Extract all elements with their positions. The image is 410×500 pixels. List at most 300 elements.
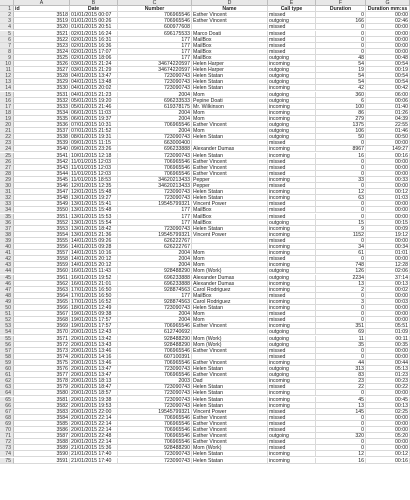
table-cell[interactable]: 86 — [316, 110, 366, 116]
table-cell[interactable]: Helen Statan — [192, 134, 268, 140]
table-cell[interactable]: 3529 — [14, 79, 70, 85]
table-cell[interactable]: 06/01/2015 11:03 — [70, 110, 118, 116]
row-number[interactable]: 31 — [0, 189, 14, 195]
table-cell[interactable]: incoming — [268, 85, 316, 91]
row-number[interactable]: 32 — [0, 195, 14, 201]
table-cell[interactable]: 00:34 — [366, 244, 410, 250]
table-cell[interactable]: 00:09 — [366, 226, 410, 232]
table-cell[interactable]: missed — [268, 214, 316, 220]
table-cell[interactable]: missed — [268, 12, 316, 18]
row-number[interactable]: 56 — [0, 342, 14, 348]
column-header-b[interactable]: B — [70, 0, 118, 6]
table-cell[interactable]: 177 — [118, 214, 192, 220]
table-cell[interactable]: MailBox — [192, 49, 268, 55]
table-cell[interactable]: 2004 — [118, 317, 192, 323]
table-cell[interactable]: 14/01/2015 10:16 — [70, 250, 118, 256]
table-cell[interactable]: 3558 — [14, 256, 70, 262]
table-cell[interactable]: 0 — [316, 37, 366, 43]
table-cell[interactable]: 00:00 — [366, 183, 410, 189]
row-number[interactable]: 27 — [0, 165, 14, 171]
table-cell[interactable]: 34674220597 — [118, 67, 192, 73]
table-cell[interactable]: 706965546 — [118, 427, 192, 433]
table-cell[interactable]: 3553 — [14, 226, 70, 232]
table-cell[interactable]: 696233533 — [118, 98, 192, 104]
table-cell[interactable]: 600977608 — [118, 24, 192, 30]
row-number[interactable]: 35 — [0, 214, 14, 220]
table-cell[interactable]: 723090743 — [118, 79, 192, 85]
row-number[interactable]: 69 — [0, 421, 14, 427]
table-cell[interactable]: 696233888 — [118, 281, 192, 287]
table-cell[interactable]: 02/01/2015 16:31 — [70, 37, 118, 43]
table-cell[interactable]: 1152 — [316, 232, 366, 238]
table-cell[interactable]: 20/01/2015 13:46 — [70, 360, 118, 366]
row-number[interactable]: 73 — [0, 445, 14, 451]
table-cell[interactable]: missed — [268, 201, 316, 207]
table-cell[interactable]: 0 — [316, 311, 366, 317]
table-cell[interactable]: 177 — [118, 37, 192, 43]
row-number[interactable]: 41 — [0, 250, 14, 256]
header-cell[interactable]: Number — [118, 6, 192, 12]
table-cell[interactable]: 100 — [316, 104, 366, 110]
table-cell[interactable]: 696233888 — [118, 146, 192, 152]
table-cell[interactable]: missed — [268, 384, 316, 390]
header-cell[interactable]: Date — [70, 6, 118, 12]
table-cell[interactable]: missed — [268, 354, 316, 360]
table-cell[interactable]: 20/01/2015 22:14 — [70, 421, 118, 427]
table-cell[interactable]: 09/01/2015 11:15 — [70, 140, 118, 146]
table-cell[interactable]: 00:00 — [366, 238, 410, 244]
row-number[interactable]: 45 — [0, 275, 14, 281]
table-cell[interactable]: 05:20 — [366, 433, 410, 439]
table-cell[interactable]: 11 — [316, 336, 366, 342]
table-cell[interactable]: 19 — [316, 67, 366, 73]
row-number[interactable]: 49 — [0, 299, 14, 305]
table-cell[interactable]: 3544 — [14, 171, 70, 177]
table-cell[interactable]: Mom — [192, 256, 268, 262]
table-cell[interactable]: 3568 — [14, 317, 70, 323]
table-cell[interactable]: 01:23 — [366, 372, 410, 378]
table-cell[interactable]: 69 — [316, 329, 366, 335]
table-cell[interactable]: 2004 — [118, 92, 192, 98]
table-cell[interactable]: 63 — [316, 195, 366, 201]
row-number[interactable]: 21 — [0, 128, 14, 134]
table-cell[interactable]: Alexander Dumas — [192, 281, 268, 287]
table-cell[interactable]: 00:00 — [366, 427, 410, 433]
table-cell[interactable]: 3562 — [14, 281, 70, 287]
row-number[interactable]: 47 — [0, 287, 14, 293]
row-number[interactable]: 6 — [0, 37, 14, 43]
table-cell[interactable]: outgoing — [268, 329, 316, 335]
row-number[interactable]: 36 — [0, 220, 14, 226]
table-cell[interactable]: 3546 — [14, 183, 70, 189]
table-cell[interactable]: 00:00 — [366, 37, 410, 43]
table-cell[interactable]: 3534 — [14, 110, 70, 116]
table-cell[interactable]: 20/01/2015 13:42 — [70, 336, 118, 342]
table-cell[interactable]: 3533 — [14, 104, 70, 110]
table-cell[interactable]: 00:00 — [366, 31, 410, 37]
table-cell[interactable]: 2004 — [118, 256, 192, 262]
row-number[interactable]: 33 — [0, 201, 14, 207]
table-cell[interactable]: 12 — [316, 451, 366, 457]
table-cell[interactable]: Esther Vincent — [192, 421, 268, 427]
table-cell[interactable]: incoming — [268, 110, 316, 116]
table-cell[interactable]: Esther Vincent — [192, 165, 268, 171]
table-cell[interactable]: incoming — [268, 403, 316, 409]
table-cell[interactable]: 00:16 — [366, 458, 410, 464]
table-cell[interactable]: 3523 — [14, 43, 70, 49]
table-cell[interactable]: 02:06 — [366, 268, 410, 274]
row-number[interactable]: 48 — [0, 293, 14, 299]
table-cell[interactable]: 0 — [316, 140, 366, 146]
table-cell[interactable]: 706965546 — [118, 159, 192, 165]
row-number[interactable]: 37 — [0, 226, 14, 232]
table-cell[interactable]: 928874563 — [118, 287, 192, 293]
row-number[interactable]: 39 — [0, 238, 14, 244]
table-cell[interactable]: 0 — [316, 183, 366, 189]
table-cell[interactable]: 351 — [316, 323, 366, 329]
table-cell[interactable]: 928488290 — [118, 268, 192, 274]
table-cell[interactable]: 3543 — [14, 165, 70, 171]
table-cell[interactable]: 13 — [316, 403, 366, 409]
table-cell[interactable]: 723090743 — [118, 451, 192, 457]
table-cell[interactable]: 34674220597 — [118, 61, 192, 67]
table-cell[interactable]: 0 — [316, 305, 366, 311]
row-number[interactable]: 24 — [0, 146, 14, 152]
table-cell[interactable]: Vincent Power — [192, 409, 268, 415]
table-cell[interactable]: 279 — [316, 116, 366, 122]
table-cell[interactable]: 619378175 — [118, 104, 192, 110]
table-cell[interactable]: Mom — [192, 262, 268, 268]
table-cell[interactable]: 16 — [316, 153, 366, 159]
table-cell[interactable]: 706965546 — [118, 12, 192, 18]
table-cell[interactable]: missed — [268, 183, 316, 189]
row-number[interactable]: 72 — [0, 439, 14, 445]
row-number[interactable]: 75 — [0, 458, 14, 464]
table-cell[interactable]: 12/01/2015 15:48 — [70, 189, 118, 195]
table-cell[interactable]: 0 — [316, 348, 366, 354]
row-number[interactable]: 61 — [0, 372, 14, 378]
row-number[interactable]: 13 — [0, 79, 14, 85]
table-cell[interactable]: 20/01/2015 12:43 — [70, 329, 118, 335]
table-cell[interactable]: 3589 — [14, 445, 70, 451]
table-cell[interactable]: missed — [268, 165, 316, 171]
table-cell[interactable]: 1375 — [316, 122, 366, 128]
table-cell[interactable]: 00:42 — [366, 85, 410, 91]
table-cell[interactable]: 0 — [316, 256, 366, 262]
table-cell[interactable]: 3572 — [14, 342, 70, 348]
table-cell[interactable]: 6 — [316, 98, 366, 104]
table-cell[interactable]: incoming — [268, 226, 316, 232]
table-cell[interactable]: outgoing — [268, 372, 316, 378]
row-number[interactable]: 64 — [0, 390, 14, 396]
table-cell[interactable]: Mom (Work) — [192, 268, 268, 274]
column-header-a[interactable]: A — [14, 0, 70, 6]
row-number[interactable]: 11 — [0, 67, 14, 73]
table-cell[interactable]: incoming — [268, 287, 316, 293]
table-cell[interactable]: incoming — [268, 195, 316, 201]
table-cell[interactable]: 00:11 — [366, 336, 410, 342]
table-cell[interactable]: 20/01/2015 22:14 — [70, 427, 118, 433]
table-cell[interactable]: 54 — [316, 61, 366, 67]
table-cell[interactable]: outgoing — [268, 98, 316, 104]
table-cell[interactable]: 106 — [316, 128, 366, 134]
row-number[interactable]: 18 — [0, 110, 14, 116]
table-cell[interactable]: missed — [268, 415, 316, 421]
row-number[interactable]: 5 — [0, 31, 14, 37]
table-cell[interactable]: 12/01/2015 12:35 — [70, 183, 118, 189]
table-cell[interactable]: Mom — [192, 92, 268, 98]
table-cell[interactable]: Mom — [192, 116, 268, 122]
row-number[interactable]: 14 — [0, 85, 14, 91]
table-cell[interactable]: Esther Vincent — [192, 122, 268, 128]
table-cell[interactable]: 00:12 — [366, 451, 410, 457]
table-cell[interactable]: 723090743 — [118, 85, 192, 91]
table-cell[interactable]: 3579 — [14, 384, 70, 390]
row-number[interactable]: 43 — [0, 262, 14, 268]
table-cell[interactable]: 3519 — [14, 18, 70, 24]
table-cell[interactable]: 2004 — [118, 262, 192, 268]
column-header-c[interactable]: C — [118, 0, 192, 6]
table-cell[interactable]: 01:09 — [366, 329, 410, 335]
row-number[interactable]: 68 — [0, 415, 14, 421]
table-cell[interactable]: Alexander Dumas — [192, 146, 268, 152]
row-number[interactable]: 3 — [0, 18, 14, 24]
table-cell[interactable]: 05:13 — [366, 366, 410, 372]
table-cell[interactable]: incoming — [268, 189, 316, 195]
table-cell[interactable]: outgoing — [268, 275, 316, 281]
row-number[interactable]: 65 — [0, 397, 14, 403]
table-cell[interactable]: 01:46 — [366, 128, 410, 134]
table-cell[interactable]: 0 — [316, 214, 366, 220]
table-cell[interactable]: missed — [268, 256, 316, 262]
table-cell[interactable]: 3588 — [14, 439, 70, 445]
table-cell[interactable]: outgoing — [268, 433, 316, 439]
table-cell[interactable]: 0 — [316, 415, 366, 421]
table-cell[interactable]: Mom — [192, 128, 268, 134]
table-cell[interactable]: 3585 — [14, 421, 70, 427]
table-cell[interactable]: 14/01/2015 20:12 — [70, 256, 118, 262]
table-cell[interactable]: MailBox — [192, 293, 268, 299]
table-cell[interactable]: 706965546 — [118, 415, 192, 421]
row-number[interactable]: 42 — [0, 256, 14, 262]
table-cell[interactable]: 14/01/2015 09:28 — [70, 244, 118, 250]
table-cell[interactable]: Esther Vincent — [192, 372, 268, 378]
table-cell[interactable]: 928488290 — [118, 342, 192, 348]
table-cell[interactable]: 20/01/2015 18:47 — [70, 384, 118, 390]
table-cell[interactable]: incoming — [268, 250, 316, 256]
table-cell[interactable]: 14/01/2015 20:12 — [70, 262, 118, 268]
table-cell[interactable]: missed — [268, 49, 316, 55]
table-cell[interactable]: 20/01/2015 13:47 — [70, 366, 118, 372]
row-number[interactable]: 74 — [0, 451, 14, 457]
row-number[interactable]: 63 — [0, 384, 14, 390]
table-cell[interactable]: 00:00 — [366, 311, 410, 317]
table-cell[interactable]: 0 — [316, 238, 366, 244]
row-number[interactable]: 9 — [0, 55, 14, 61]
table-cell[interactable]: incoming — [268, 360, 316, 366]
header-cell[interactable]: id — [14, 6, 70, 12]
table-cell[interactable]: 3526 — [14, 61, 70, 67]
table-cell[interactable]: 748 — [316, 262, 366, 268]
table-cell[interactable]: 723090743 — [118, 305, 192, 311]
table-cell[interactable]: 21/01/2015 17:40 — [70, 458, 118, 464]
table-cell[interactable]: 07/01/2015 10:31 — [70, 122, 118, 128]
row-number[interactable]: 30 — [0, 183, 14, 189]
table-cell[interactable]: 706965546 — [118, 439, 192, 445]
table-cell[interactable]: incoming — [268, 104, 316, 110]
table-cell[interactable]: 20/01/2015 13:47 — [70, 372, 118, 378]
table-cell[interactable]: 05/01/2015 19:20 — [70, 98, 118, 104]
table-cell[interactable]: incoming — [268, 451, 316, 457]
table-cell[interactable]: incoming — [268, 153, 316, 159]
column-header-g[interactable]: G — [366, 0, 410, 6]
table-cell[interactable]: 14/01/2015 09:26 — [70, 238, 118, 244]
header-cell[interactable]: Duration mm:ss — [366, 6, 410, 12]
table-cell[interactable]: Esther Vincent — [192, 348, 268, 354]
table-cell[interactable]: missed — [268, 348, 316, 354]
table-cell[interactable]: 00:00 — [366, 317, 410, 323]
table-cell[interactable]: 13/01/2015 18:42 — [70, 226, 118, 232]
table-cell[interactable]: 2003 — [118, 378, 192, 384]
table-cell[interactable]: 3520 — [14, 24, 70, 30]
table-cell[interactable]: 34 — [316, 244, 366, 250]
row-number[interactable]: 4 — [0, 24, 14, 30]
table-cell[interactable]: 18/01/2015 12:49 — [70, 305, 118, 311]
table-cell[interactable]: 00:50 — [366, 134, 410, 140]
table-cell[interactable]: 00:54 — [366, 61, 410, 67]
table-cell[interactable]: 20/01/2015 22:14 — [70, 439, 118, 445]
table-cell[interactable]: 3577 — [14, 372, 70, 378]
table-cell[interactable]: outgoing — [268, 92, 316, 98]
table-cell[interactable]: 35 — [316, 342, 366, 348]
table-cell[interactable]: 13/01/2015 21:36 — [70, 232, 118, 238]
row-number[interactable]: 28 — [0, 171, 14, 177]
row-number[interactable]: 59 — [0, 360, 14, 366]
table-cell[interactable]: 0 — [316, 31, 366, 37]
table-cell[interactable]: 00:00 — [366, 207, 410, 213]
table-cell[interactable]: outgoing — [268, 366, 316, 372]
table-cell[interactable]: Esther Vincent — [192, 171, 268, 177]
table-cell[interactable]: 20/01/2015 22:00 — [70, 409, 118, 415]
table-cell[interactable]: 2004 — [118, 110, 192, 116]
table-cell[interactable]: 663000400 — [118, 140, 192, 146]
table-cell[interactable]: 11/01/2015 12:03 — [70, 165, 118, 171]
table-cell[interactable]: Vincent Power — [192, 201, 268, 207]
table-cell[interactable]: 0 — [316, 293, 366, 299]
table-cell[interactable]: 19545799321 — [118, 409, 192, 415]
table-cell[interactable]: 11/01/2015 18:53 — [70, 177, 118, 183]
row-number[interactable]: 25 — [0, 153, 14, 159]
table-cell[interactable]: 20/01/2015 14:16 — [70, 354, 118, 360]
table-cell[interactable]: incoming — [268, 177, 316, 183]
table-cell[interactable]: 3527 — [14, 67, 70, 73]
table-cell[interactable]: 50 — [316, 134, 366, 140]
table-cell[interactable]: 00:54 — [366, 73, 410, 79]
table-cell[interactable]: 00:00 — [366, 12, 410, 18]
table-cell[interactable]: 00:00 — [366, 159, 410, 165]
table-cell[interactable]: 3538 — [14, 134, 70, 140]
table-cell[interactable]: 928488290 — [118, 336, 192, 342]
table-cell[interactable]: 00:13 — [366, 403, 410, 409]
table-cell[interactable]: 706965546 — [118, 323, 192, 329]
table-cell[interactable]: 00:00 — [366, 348, 410, 354]
table-cell[interactable]: missed — [268, 445, 316, 451]
table-cell[interactable]: 02/01/2015 17:07 — [70, 49, 118, 55]
table-cell[interactable]: Esther Vincent — [192, 12, 268, 18]
table-cell[interactable]: 20/01/2015 18:57 — [70, 390, 118, 396]
table-cell[interactable]: 00:00 — [366, 24, 410, 30]
table-cell[interactable]: 3556 — [14, 244, 70, 250]
table-cell[interactable]: Mom — [192, 110, 268, 116]
table-cell[interactable]: 00:00 — [366, 256, 410, 262]
table-cell[interactable]: MailBox — [192, 55, 268, 61]
table-cell[interactable]: incoming — [268, 390, 316, 396]
table-cell[interactable]: 02:25 — [366, 409, 410, 415]
table-cell[interactable]: outgoing — [268, 18, 316, 24]
table-cell[interactable]: 83 — [316, 372, 366, 378]
table-cell[interactable]: Helen Statan — [192, 195, 268, 201]
table-cell[interactable]: 177 — [118, 207, 192, 213]
table-cell[interactable]: 3565 — [14, 299, 70, 305]
table-cell[interactable]: 00:12 — [366, 189, 410, 195]
table-cell[interactable]: Helen Statan — [192, 79, 268, 85]
table-cell[interactable]: 19/01/2015 09:38 — [70, 311, 118, 317]
table-cell[interactable]: Helen Harper — [192, 61, 268, 67]
table-cell[interactable]: Pepper — [192, 183, 268, 189]
column-header-d[interactable]: D — [192, 0, 268, 6]
table-cell[interactable]: 177 — [118, 43, 192, 49]
row-number[interactable]: 26 — [0, 159, 14, 165]
table-cell[interactable]: 05:51 — [366, 323, 410, 329]
table-cell[interactable]: 16/01/2015 11:43 — [70, 268, 118, 274]
table-cell[interactable]: Alexander Dumas — [192, 275, 268, 281]
table-cell[interactable]: Esther Vincent — [192, 427, 268, 433]
table-cell[interactable]: Helen Harper — [192, 67, 268, 73]
row-number[interactable]: 53 — [0, 323, 14, 329]
table-cell[interactable]: Esther Vincent — [192, 323, 268, 329]
table-cell[interactable]: 15 — [316, 220, 366, 226]
table-cell[interactable]: 3570 — [14, 329, 70, 335]
table-cell[interactable]: 03/01/2015 21:29 — [70, 67, 118, 73]
table-cell[interactable]: 17/01/2015 16:52 — [70, 299, 118, 305]
row-number[interactable]: 10 — [0, 61, 14, 67]
table-cell[interactable]: 00:44 — [366, 360, 410, 366]
row-number[interactable]: 29 — [0, 177, 14, 183]
table-cell[interactable]: 04:39 — [366, 116, 410, 122]
row-number[interactable]: 54 — [0, 329, 14, 335]
table-cell[interactable]: 02/01/2015 16:36 — [70, 43, 118, 49]
table-cell[interactable]: 00:19 — [366, 67, 410, 73]
row-number[interactable]: 50 — [0, 305, 14, 311]
table-cell[interactable]: 3549 — [14, 201, 70, 207]
table-cell[interactable]: 48 — [316, 55, 366, 61]
table-cell[interactable]: 3564 — [14, 293, 70, 299]
table-cell[interactable]: 00:35 — [366, 342, 410, 348]
table-cell[interactable]: 3551 — [14, 214, 70, 220]
table-cell[interactable]: 3560 — [14, 268, 70, 274]
table-cell[interactable]: 3524 — [14, 49, 70, 55]
table-cell[interactable]: 723090743 — [118, 397, 192, 403]
row-number[interactable]: 55 — [0, 336, 14, 342]
table-cell[interactable]: Mom (Work) — [192, 342, 268, 348]
table-cell[interactable]: 08/01/2015 19:31 — [70, 134, 118, 140]
table-cell[interactable]: Mom — [192, 250, 268, 256]
table-cell[interactable]: 3561 — [14, 275, 70, 281]
table-cell[interactable]: 3586 — [14, 427, 70, 433]
table-cell[interactable]: MailBox — [192, 43, 268, 49]
table-cell[interactable]: 0 — [316, 445, 366, 451]
table-cell[interactable]: Helen Statan — [192, 305, 268, 311]
